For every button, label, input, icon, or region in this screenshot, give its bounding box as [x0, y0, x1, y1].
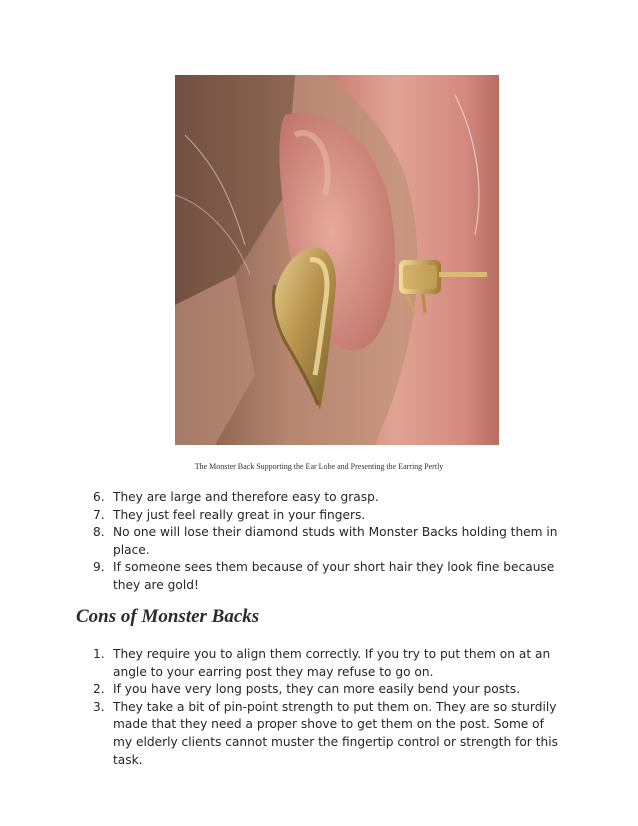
list-item-number: 3. [93, 699, 105, 714]
list-item-text: They require you to align them correctly. If you try to put them on at an angle to your earring post they may refuse to go on. [113, 647, 551, 679]
cons-list [76, 646, 566, 769]
list-item [76, 681, 566, 699]
ear-earring-photo [175, 75, 499, 445]
list-item-text: They are large and therefore easy to grasp. [113, 490, 379, 504]
list-item-text: If someone sees them because of your short hair they look fine because they are gold! [113, 560, 555, 592]
list-item-text: No one will lose their diamond studs with Monster Backs holding them in place. [113, 525, 558, 557]
list-item [76, 559, 566, 594]
list-item-text: If you have very long posts, they can more easily bend your posts. [113, 682, 521, 697]
figure-caption: The Monster Back Supporting the Ear Lobe and Presenting the Earring Pertly [194, 462, 444, 471]
ear-earring-illustration [175, 75, 499, 445]
list-item-number: 8. [93, 525, 105, 540]
list-item [76, 646, 566, 681]
list-item [76, 699, 566, 769]
list-item-number: 9. [93, 560, 105, 575]
list-item [76, 524, 566, 559]
list-item-number: 6. [93, 490, 105, 504]
list-item-number: 7. [93, 507, 105, 522]
list-item-number: 1. [93, 647, 105, 661]
cons-heading: Cons of Monster Backs [76, 606, 260, 627]
list-item-text: They take a bit of pin-point strength to put them on. They are so sturdily made that they need a proper shove to get them on the post. Some of my elderly clients cannot muster the fingertip control or strength for this task. [113, 699, 558, 767]
pros-list [76, 489, 566, 595]
list-item-text: They just feel really great in your fingers. [113, 507, 366, 522]
list-item [76, 489, 566, 507]
list-item [76, 507, 566, 525]
list-item-number: 2. [93, 682, 105, 697]
